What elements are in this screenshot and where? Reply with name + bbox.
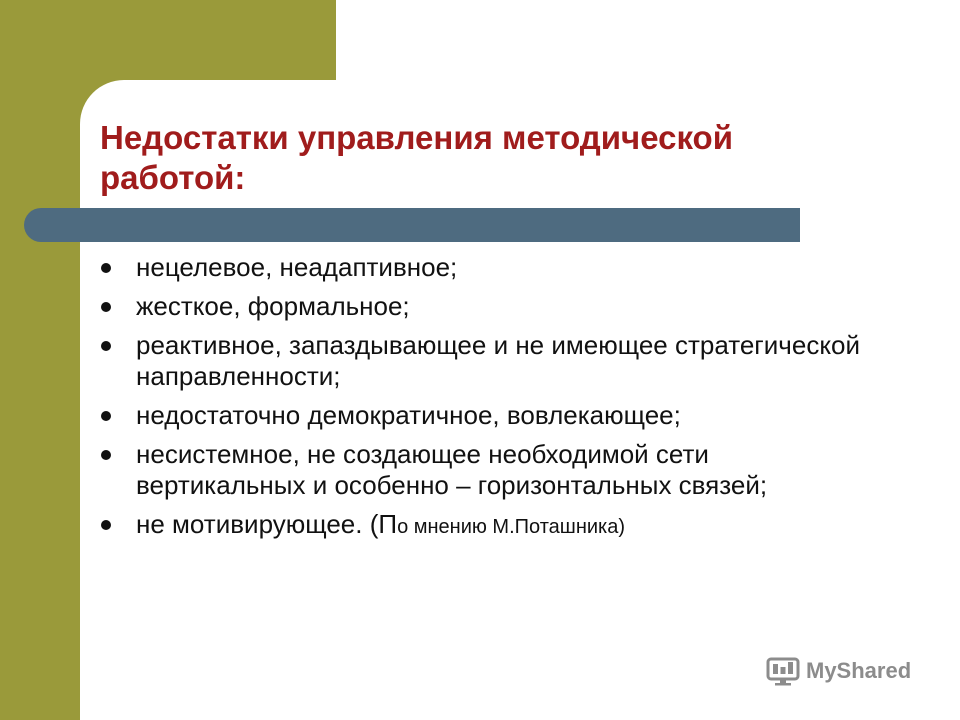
- bullet-text: реактивное, запаздывающее и не имеющее стратегической направленности;: [136, 330, 860, 391]
- bullet-dot-icon: [101, 341, 111, 351]
- source-note: о мнению М.Поташника): [397, 516, 626, 538]
- bullet-text: нецелевое, неадаптивное;: [136, 252, 458, 282]
- bullet-text: жесткое, формальное;: [136, 291, 410, 321]
- bullet-item: [100, 291, 880, 322]
- bullet-item: [100, 330, 880, 392]
- bullet-item: [100, 252, 880, 283]
- bullet-list: [100, 252, 880, 551]
- bullet-text: недостаточно демократичное, вовлекающее;: [136, 400, 681, 430]
- bullet-item: [100, 509, 880, 543]
- bullet-text: несистемное, не создающее необходимой сети вертикальных и особенно – горизонтальных связей;: [136, 439, 768, 500]
- slide-title: Недостатки управления методической работой:: [100, 119, 733, 196]
- bullet-dot-icon: [101, 411, 111, 421]
- bullet-dot-icon: [101, 302, 111, 312]
- bullet-text: не мотивирующее. (П: [136, 509, 398, 539]
- watermark: [766, 656, 911, 686]
- title-divider-bar: [24, 208, 800, 242]
- bullet-dot-icon: [101, 450, 111, 460]
- bullet-item: [100, 439, 880, 501]
- bullet-item: [100, 400, 880, 431]
- watermark-label: MyShared: [806, 658, 912, 683]
- bullet-dot-icon: [101, 263, 111, 273]
- myshared-logo-icon: [766, 656, 800, 686]
- bullet-dot-icon: [101, 520, 111, 530]
